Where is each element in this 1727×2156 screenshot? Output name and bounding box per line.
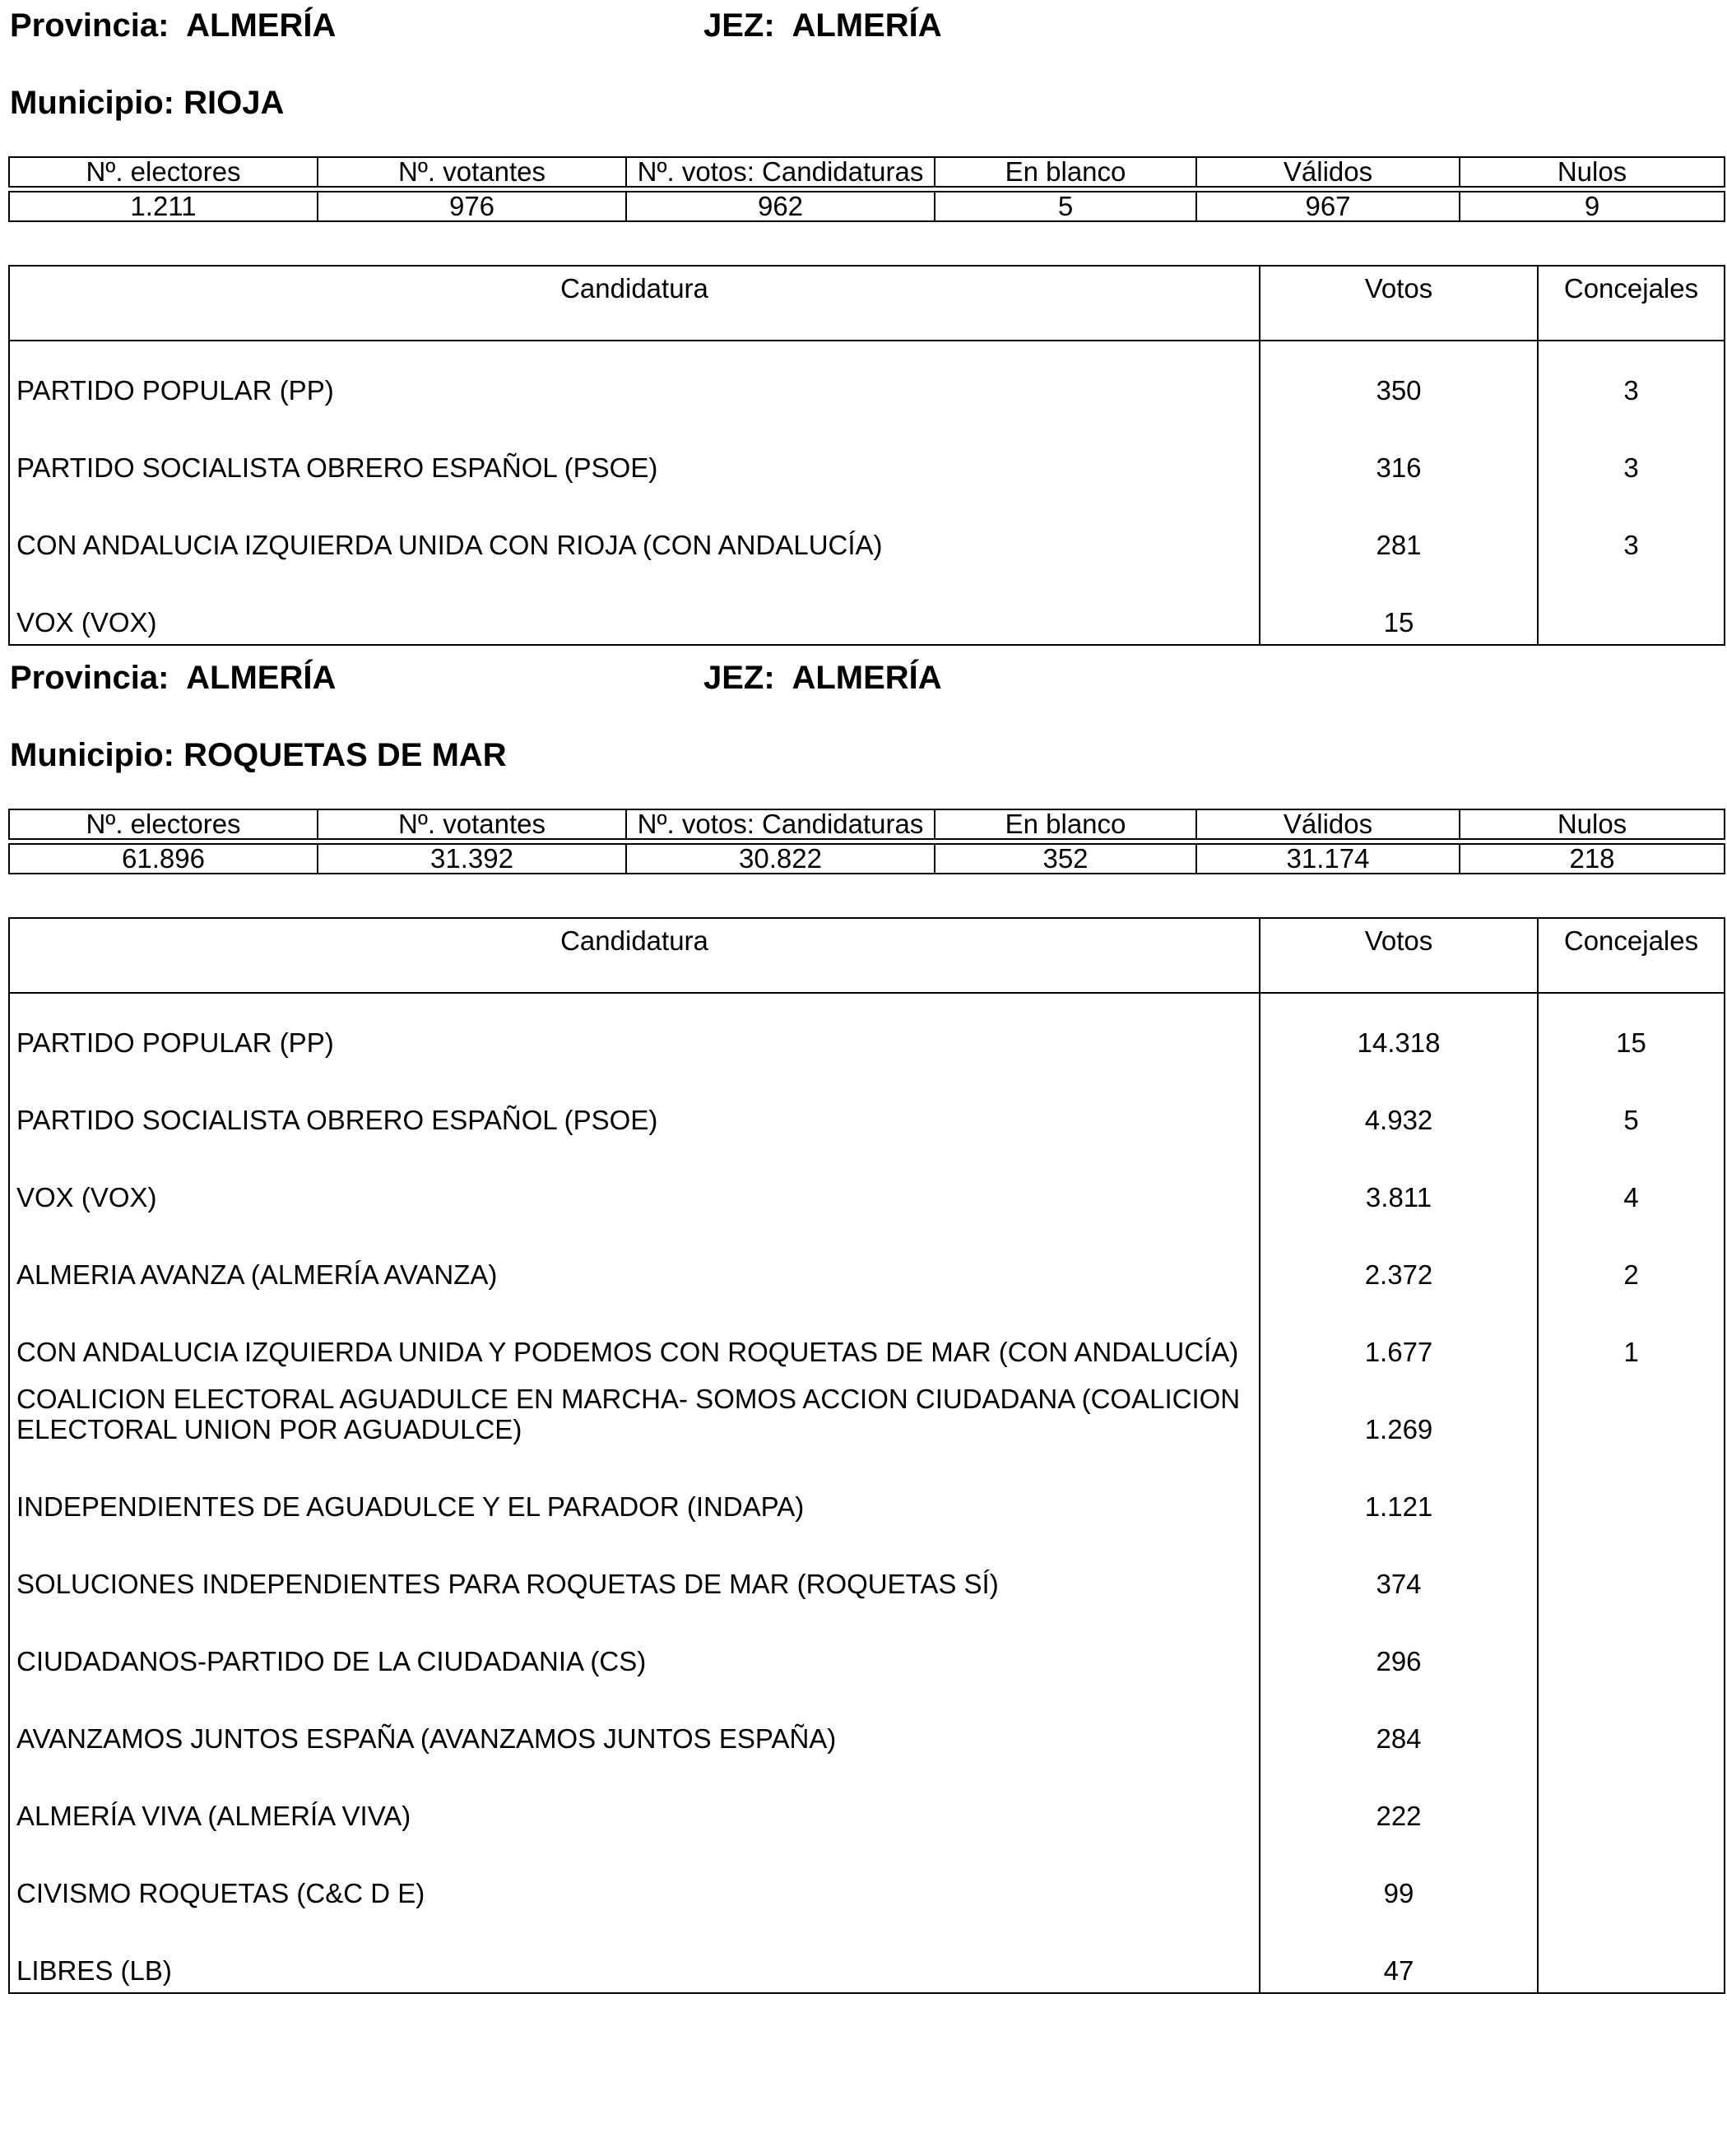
municipality-block-rioja [0,0,1727,638]
val-votantes: 976 [318,192,626,221]
col-en-blanco: En blanco [935,809,1196,839]
candidate-votes: 316 [1260,412,1538,489]
table-row [9,1064,1725,1142]
val-en-blanco: 352 [935,844,1196,874]
municipio-heading [10,736,507,774]
col-concejales: Concejales [1538,266,1725,341]
col-validos: Válidos [1196,809,1460,839]
col-votos: Votos [1260,266,1538,341]
col-validos: Válidos [1196,157,1460,187]
candidate-name: PARTIDO POPULAR (PP) [9,341,1260,412]
jez-heading [703,7,942,44]
val-votos-candidaturas: 962 [626,192,935,221]
candidate-seats [1538,1915,1725,1993]
candidate-seats: 5 [1623,1105,1639,1135]
col-concejales: Concejales [1538,918,1725,993]
municipio-value: RIOJA [183,85,285,121]
candidate-votes: 4.932 [1260,1064,1538,1142]
candidate-votes: 99 [1260,1838,1538,1915]
table-row [9,567,1725,645]
table-row [9,1915,1725,1993]
col-candidatura: Candidatura [9,918,1260,993]
candidate-votes: 15 [1260,567,1538,645]
table-row [9,1451,1725,1528]
col-nulos: Nulos [1460,157,1725,187]
candidate-name: VOX (VOX) [9,1142,1260,1219]
table-row [9,489,1725,567]
jez-label: JEZ: [703,660,775,696]
candidate-votes: 296 [1260,1606,1538,1683]
col-electores: Nº. electores [9,809,318,839]
val-votantes: 31.392 [318,844,626,874]
col-votos-candidaturas: Nº. votos: Candidaturas [626,157,935,187]
summary-value-row [9,192,1725,221]
table-row [9,412,1725,489]
candidate-votes: 14.318 [1260,993,1538,1064]
table-row [9,1374,1725,1451]
val-electores: 1.211 [9,192,318,221]
provincia-label: Provincia: [10,660,169,696]
jez-value: ALMERÍA [792,660,942,696]
jez-value: ALMERÍA [792,7,942,44]
provincia-heading [10,659,336,697]
candidate-name: PARTIDO SOCIALISTA OBRERO ESPAÑOL (PSOE) [9,412,1260,489]
candidate-seats [1538,1606,1725,1683]
candidate-name: ALMERIA AVANZA (ALMERÍA AVANZA) [9,1219,1260,1296]
candidate-seats [1538,1838,1725,1915]
col-nulos: Nulos [1460,809,1725,839]
candidates-table [8,917,1725,1994]
col-votantes: Nº. votantes [318,157,626,187]
candidates-header-row [9,918,1725,993]
col-votos: Votos [1260,918,1538,993]
summary-header-row [9,809,1725,839]
summary-table [8,156,1725,222]
jez-label: JEZ: [703,7,775,44]
summary-header-row [9,157,1725,187]
candidate-votes: 374 [1260,1528,1538,1606]
table-row [9,1528,1725,1606]
summary-table [8,809,1725,874]
candidate-name: CON ANDALUCIA IZQUIERDA UNIDA Y PODEMOS CON ROQUETAS DE MAR (CON ANDALUCÍA) [9,1296,1260,1374]
municipio-heading [10,84,284,122]
col-electores: Nº. electores [9,157,318,187]
val-nulos: 218 [1460,844,1725,874]
table-row [9,1838,1725,1915]
table-row [9,1606,1725,1683]
candidate-votes: 1.677 [1260,1296,1538,1374]
val-electores: 61.896 [9,844,318,874]
val-votos-candidaturas: 30.822 [626,844,935,874]
candidate-name: PARTIDO POPULAR (PP) [9,993,1260,1064]
col-votantes: Nº. votantes [318,809,626,839]
candidate-name: ALMERÍA VIVA (ALMERÍA VIVA) [9,1760,1260,1838]
candidate-seats: 1 [1623,1337,1639,1367]
candidate-votes: 3.811 [1260,1142,1538,1219]
table-row [9,993,1725,1064]
val-nulos: 9 [1460,192,1725,221]
municipio-value: ROQUETAS DE MAR [183,737,507,773]
summary-value-row [9,844,1725,874]
candidate-seats: 2 [1623,1259,1639,1290]
table-row [9,1219,1725,1296]
candidate-seats [1538,1374,1725,1451]
provincia-heading [10,7,336,44]
candidate-seats: 3 [1623,375,1639,406]
table-row [9,341,1725,412]
candidate-name: COALICION ELECTORAL AGUADULCE EN MARCHA- SOMOS ACCION CIUDADANA (COALICION ELECTORAL UNION POR AGUADULCE) [9,1374,1260,1451]
candidate-seats [1538,567,1725,645]
candidate-votes: 1.269 [1260,1374,1538,1451]
candidate-name: AVANZAMOS JUNTOS ESPAÑA (AVANZAMOS JUNTOS ESPAÑA) [9,1683,1260,1760]
candidate-name: CIUDADANOS-PARTIDO DE LA CIUDADANIA (CS) [9,1606,1260,1683]
val-validos: 967 [1196,192,1460,221]
candidates-table [8,265,1725,646]
municipality-block-roquetas-de-mar [0,652,1727,1986]
candidate-name: LIBRES (LB) [9,1915,1260,1993]
table-row [9,1296,1725,1374]
candidate-votes: 222 [1260,1760,1538,1838]
table-row [9,1683,1725,1760]
candidate-votes: 281 [1260,489,1538,567]
candidate-votes: 2.372 [1260,1219,1538,1296]
candidate-name: CON ANDALUCIA IZQUIERDA UNIDA CON RIOJA (CON ANDALUCÍA) [9,489,1260,567]
candidate-name: PARTIDO SOCIALISTA OBRERO ESPAÑOL (PSOE) [9,1064,1260,1142]
candidate-votes: 284 [1260,1683,1538,1760]
candidate-seats: 3 [1623,452,1639,483]
col-en-blanco: En blanco [935,157,1196,187]
candidate-seats [1538,1683,1725,1760]
table-row [9,1760,1725,1838]
municipio-label: Municipio: [10,737,174,773]
table-row [9,1142,1725,1219]
candidate-seats: 15 [1616,1027,1646,1058]
candidate-votes: 1.121 [1260,1451,1538,1528]
jez-heading [703,659,942,697]
col-votos-candidaturas: Nº. votos: Candidaturas [626,809,935,839]
candidate-seats [1538,1760,1725,1838]
candidate-votes: 47 [1260,1915,1538,1993]
candidate-seats: 3 [1623,530,1639,560]
provincia-label: Provincia: [10,7,169,44]
municipio-label: Municipio: [10,85,174,121]
candidate-votes: 350 [1260,341,1538,412]
candidates-header-row [9,266,1725,341]
candidate-seats [1538,1528,1725,1606]
provincia-value: ALMERÍA [186,7,337,44]
val-en-blanco: 5 [935,192,1196,221]
candidate-name: VOX (VOX) [9,567,1260,645]
candidate-name: CIVISMO ROQUETAS (C&C D E) [9,1838,1260,1915]
candidate-seats [1538,1451,1725,1528]
col-candidatura: Candidatura [9,266,1260,341]
candidate-name: INDEPENDIENTES DE AGUADULCE Y EL PARADOR (INDAPA) [9,1451,1260,1528]
val-validos: 31.174 [1196,844,1460,874]
provincia-value: ALMERÍA [186,660,337,696]
candidate-seats: 4 [1623,1182,1639,1212]
candidate-name: SOLUCIONES INDEPENDIENTES PARA ROQUETAS DE MAR (ROQUETAS SÍ) [9,1528,1260,1606]
